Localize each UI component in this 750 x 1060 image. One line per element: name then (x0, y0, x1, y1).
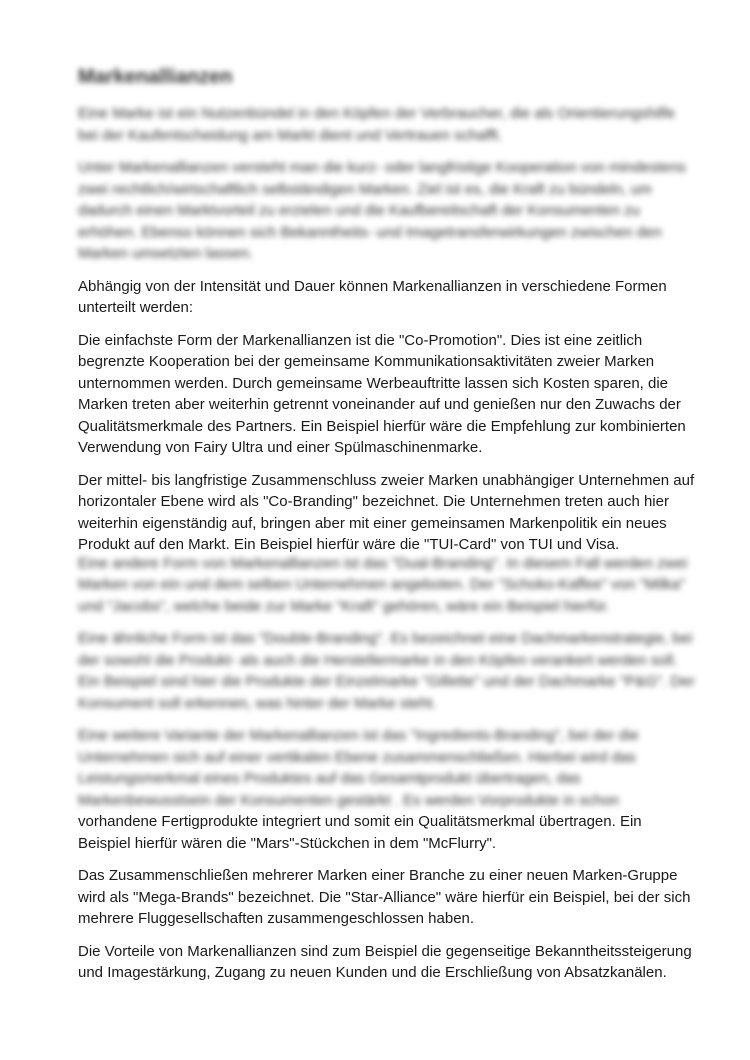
paragraph-double-branding: Eine ähnliche Form ist das "Double-Branding". Es bezeichnet eine Dachmarkenstrategie, bei der sowohl die Produkt- als auch die Herstellermarke in den Köpfen verankert werden soll. Ein Beispiel sind hier die Produkte der Einzelmarke "Gillette" und der Dachmarke "P&G". Der Konsument soll erkennen, was hinter der Marke steht. (78, 630, 695, 712)
document-title: Markenallianzen (78, 66, 233, 88)
paragraph-co-branding: Der mittel- bis langfristige Zusammenschluss zweier Marken unabhängiger Unternehmen auf horizontaler Ebene wird als "Co-Branding" bezeichnet. Die Unternehmen treten auch hier weiterhin eigenständig auf, bringen aber mit einer gemeinsamen Markenpolitik ein neues Produkt auf den Markt. Ein Beispiel hierfür wäre die "TUI-Card" von TUI und Visa. (78, 471, 695, 553)
ingredients-clear-text: vorhandene Fertigprodukte integriert und somit ein Qualitätsmerkmal übertragen. Ein Beispiel hierfür wären die "Mars"-Stückchen in dem "McFlurry". (78, 813, 642, 852)
paragraph-markenallianzen: Unter Markenallianzen versteht man die kurz- oder langfristige Kooperation von mindestens zwei rechtlich/wirtschaftlich selbständigen Marken. Ziel ist es, die Kraft zu bündeln, um dadurch einen Marktvorteil zu erzielen und die Kaufbereitschaft der Konsumenten zu erhöhen. Ebenso können sich Bekanntheits- und Imagetransferwirkungen zwischen den Marken umsetzten lassen. (78, 159, 686, 262)
paragraph-dual-branding: Eine andere Form von Markenallianzen ist das "Dual-Branding". In diesem Fall werden zwei Marken von ein und dem selben Unternehmen angeboten. Der "Schoko-Kaffee" von "Milka" und "Jacobs", welche beide zur Marke "Kraft" gehören, wäre ein Beispiel hierfür. (78, 554, 688, 615)
paragraph-formen: Abhängig von der Intensität und Dauer können Markenallianzen in verschiedene Formen unterteilt werden: (78, 277, 667, 316)
paragraph-vorteile: Die Vorteile von Markenallianzen sind zum Beispiel die gegenseitige Bekanntheitssteigerung und Imagestärkung, Zugang zu neuen Kunden und die Erschließung von Absatzkanälen. (78, 942, 692, 981)
paragraph-ingredients-branding (78, 725, 698, 854)
ingredients-blurred-text: Eine weitere Variante der Markenallianzen ist das "Ingredients-Branding", bei der die Unternehmen sich auf einer vertikalen Ebene zusammenschließen. Hierbei wird das Leistungsmerkmal eines Produktes auf das Gesamtprodukt übertragen, das Markenbewusstsein der Konsumenten gestärkt . Es werden Vorprodukte in schon (78, 727, 639, 809)
paragraph-definition: Eine Marke ist ein Nutzenbündel in den Köpfen der Verbraucher, die als Orientierungshilfe bei der Kaufentscheidung am Markt dient und Vertrauen schafft. (78, 105, 676, 144)
paragraph-mega-brands: Das Zusammenschließen mehrerer Marken einer Branche zu einer neuen Marken-Gruppe wird als "Mega-Brands" bezeichnet. Die "Star-Alliance" wäre hierfür ein Beispiel, bei der sich mehrere Fluggesellschaften zusammengeschlossen haben. (78, 867, 691, 927)
paragraph-co-promotion: Die einfachste Form der Markenallianzen ist die "Co-Promotion". Dies ist eine zeitlich begrenzte Kooperation bei der gemeinsame Kommunikationsaktivitäten zweier Marken unternommen werden. Durch gemeinsame Werbeauftritte lassen sich Kosten sparen, die Marken treten aber weiterhin getrennt voneinander auf und genießen nur den Zuwachs der Qualitätsmerkmale des Partners. Ein Beispiel hierfür wäre die Empfehlung zur kombinierten Verwendung von Fairy Ultra und einer Spülmaschinenmarke. (78, 331, 686, 456)
